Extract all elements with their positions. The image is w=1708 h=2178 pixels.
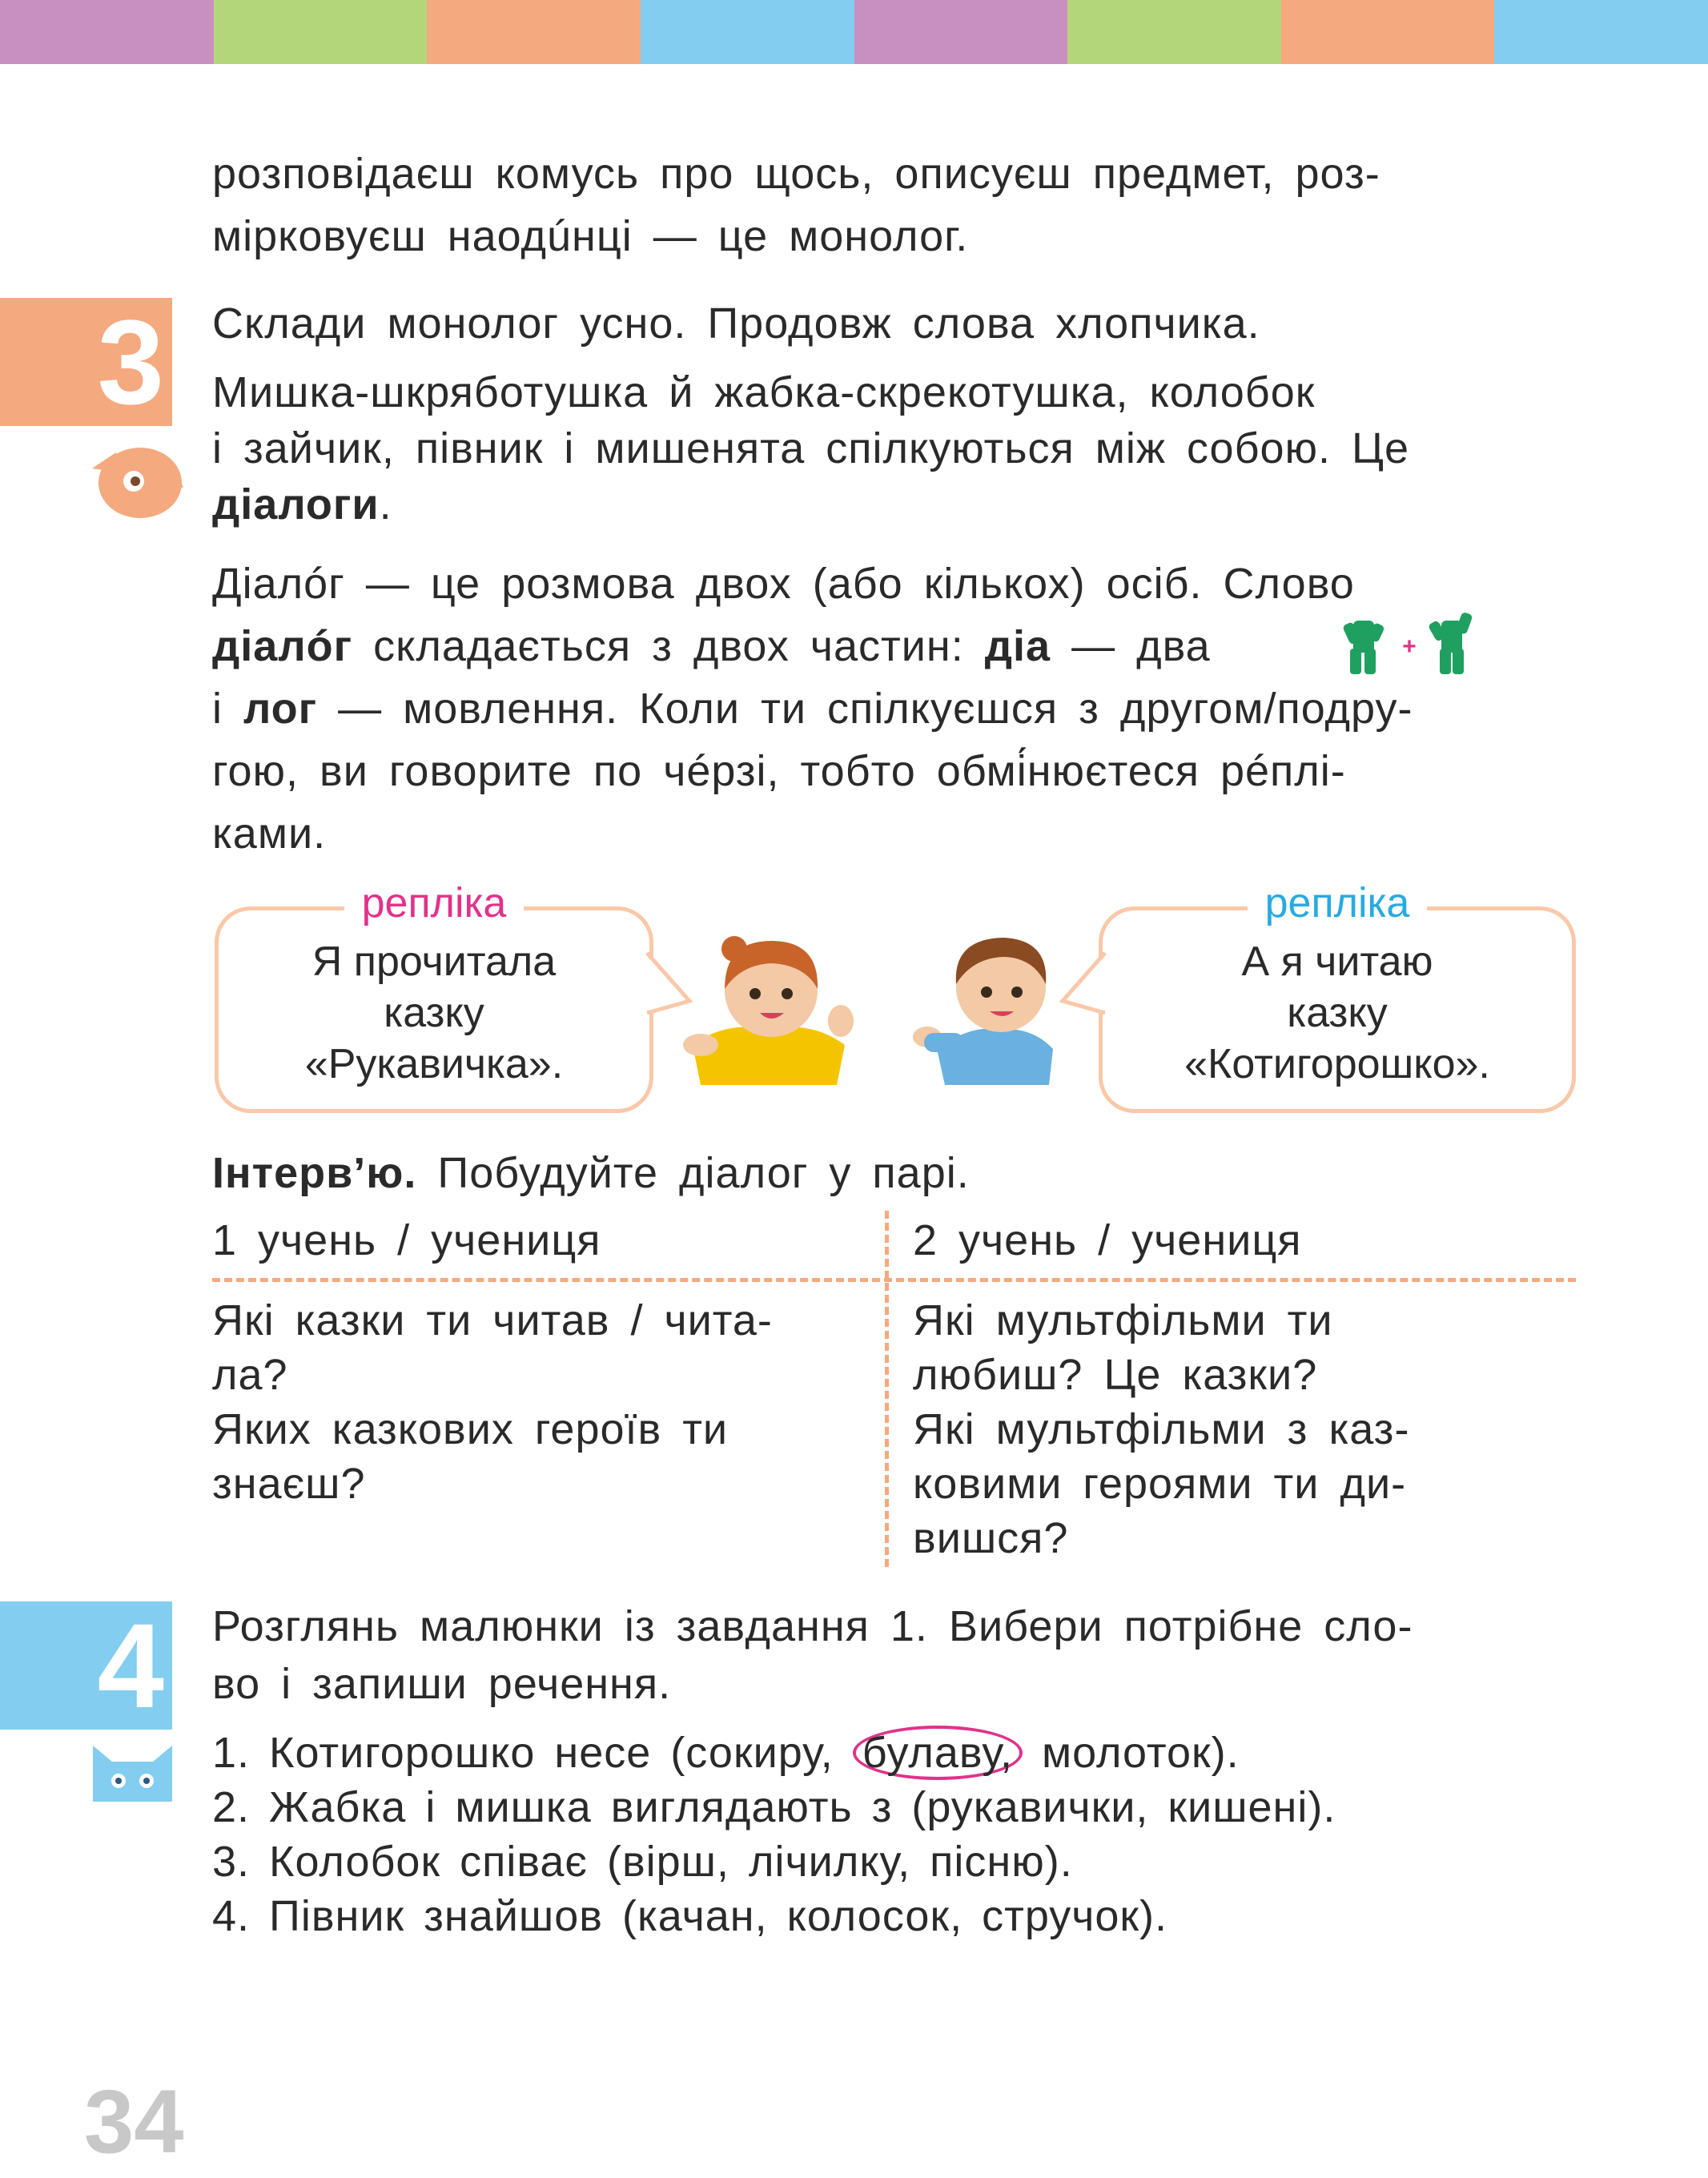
task-line: во і запиши речення. (212, 1660, 672, 1708)
text-line (212, 677, 1413, 740)
question-line: Які казки ти читав / чита- (212, 1296, 773, 1344)
question-line: ла? (212, 1351, 288, 1399)
text-fragment: . (379, 480, 392, 528)
interview-instruction: Побудуйте діалог у парі. (416, 1149, 970, 1197)
sentence-1 (212, 1726, 1336, 1780)
text-line: Мишка-шкряботушка й жабка-скрекотушка, колобок (212, 368, 1316, 416)
sentence-2: 2. Жабка і мишка виглядають з (рукавички, кишені). (212, 1783, 1336, 1831)
text-line: ками. (212, 810, 327, 858)
bubble-line: «Рукавичка». (304, 1041, 564, 1087)
bubble-label-text: репліка (1248, 880, 1428, 926)
speech-bubble-right (1099, 880, 1576, 1113)
question-line: Які мультфільми ти (913, 1296, 1333, 1344)
cat-icon (86, 1739, 179, 1803)
exercise-4-badge (0, 1598, 172, 1733)
term-dia: діа (984, 622, 1051, 670)
exercise-number: 3 (97, 295, 164, 429)
exercise-number: 4 (97, 1598, 164, 1733)
text-fragment: складається з двох частин: (352, 622, 985, 670)
bubble-line: «Котигорошко». (1184, 1041, 1490, 1087)
bubble-text (1103, 936, 1572, 1090)
table-header-col2: 2 учень / учениця (913, 1216, 1302, 1264)
sentence-3: 3. Колобок співає (вірш, лічилку, пісню). (212, 1838, 1073, 1886)
question-line: Які мультфільми з каз- (913, 1405, 1410, 1453)
bubble-line: казку (1287, 990, 1388, 1036)
circled-answer: булаву, (853, 1726, 1023, 1780)
svg-text:+: + (1402, 633, 1417, 660)
term-dialog: діалóг (212, 622, 353, 670)
sentence-text: молоток). (1022, 1729, 1240, 1777)
girl-illustration (677, 925, 861, 1085)
bubble-label (1103, 875, 1572, 931)
interview-heading (212, 1142, 970, 1204)
exercise-3-task: Склади монолог усно. Продовж слова хлопчика. (212, 299, 1260, 348)
exercise-3-badge (0, 295, 172, 429)
bubble-line: А я читаю (1241, 938, 1433, 985)
intro-line: мірковуєш наодúнці — це монолог. (212, 212, 969, 260)
exercise-3-paragraph-1 (212, 364, 1409, 532)
bubble-label-text: репліка (344, 880, 524, 926)
interview-title: Інтерв’ю. (212, 1149, 417, 1197)
top-color-bar (0, 0, 1708, 64)
bubble-text (219, 936, 649, 1090)
color-segment (1067, 0, 1281, 64)
speech-bubble-left (215, 880, 653, 1113)
question-line: знаєш? (212, 1460, 366, 1508)
text-fragment: і (212, 685, 243, 733)
table-header-col1: 1 учень / учениця (212, 1216, 601, 1264)
table-vertical-divider (885, 1211, 889, 1567)
exercise-4-sentences (212, 1726, 1336, 1943)
color-segment (427, 0, 641, 64)
color-segment (641, 0, 854, 64)
color-segment (0, 0, 214, 64)
exercise-3-paragraph-2 (212, 553, 1413, 865)
bird-icon (84, 436, 184, 524)
table-col1-questions (212, 1293, 773, 1511)
page-number: 34 (84, 2072, 184, 2172)
term-dialogs: діалоги (212, 480, 380, 528)
text-line (212, 476, 1409, 532)
question-line: любиш? Це казки? (913, 1351, 1318, 1399)
color-segment (214, 0, 428, 64)
intro-text (212, 143, 1380, 267)
text-fragment: — мовлення. Коли ти спілкуєшся з другом/подру- (317, 685, 1413, 733)
text-line: Діалóг — це розмова двох (або кількох) осіб. Слово (212, 560, 1355, 608)
bubble-label (219, 875, 649, 931)
color-segment (854, 0, 1068, 64)
task-line: Розглянь малюнки із завдання 1. Вибери потрібне сло- (212, 1602, 1413, 1650)
question-line: Яких казкових героїв ти (212, 1405, 729, 1453)
term-log: лог (243, 685, 318, 733)
text-line (212, 615, 1413, 677)
exercise-4-task (212, 1597, 1413, 1713)
text-fragment: — два (1051, 622, 1211, 670)
question-line: ковими героями ти ди- (913, 1460, 1407, 1508)
sentence-4: 4. Півник знайшов (качан, колосок, стручок). (212, 1892, 1168, 1940)
bubble-line: Я прочитала (311, 938, 557, 985)
table-horizontal-divider (212, 1278, 1576, 1282)
text-line: гою, ви говорите по чéрзі, тобто обмі́нюєтеся рéплі- (212, 747, 1346, 795)
two-people-icon (1339, 613, 1479, 677)
boy-illustration (913, 925, 1073, 1085)
bubble-line: казку (384, 990, 484, 1036)
text-line: і зайчик, півник і мишенята спілкуються між собою. Це (212, 424, 1410, 472)
question-line: вишся? (913, 1514, 1069, 1562)
color-segment (1494, 0, 1708, 64)
table-col2-questions (913, 1293, 1409, 1565)
sentence-text: 1. Котигорошко несе (сокиру, (212, 1729, 853, 1777)
color-segment (1281, 0, 1495, 64)
intro-line: розповідаєш комусь про щось, описуєш предмет, роз- (212, 150, 1380, 198)
